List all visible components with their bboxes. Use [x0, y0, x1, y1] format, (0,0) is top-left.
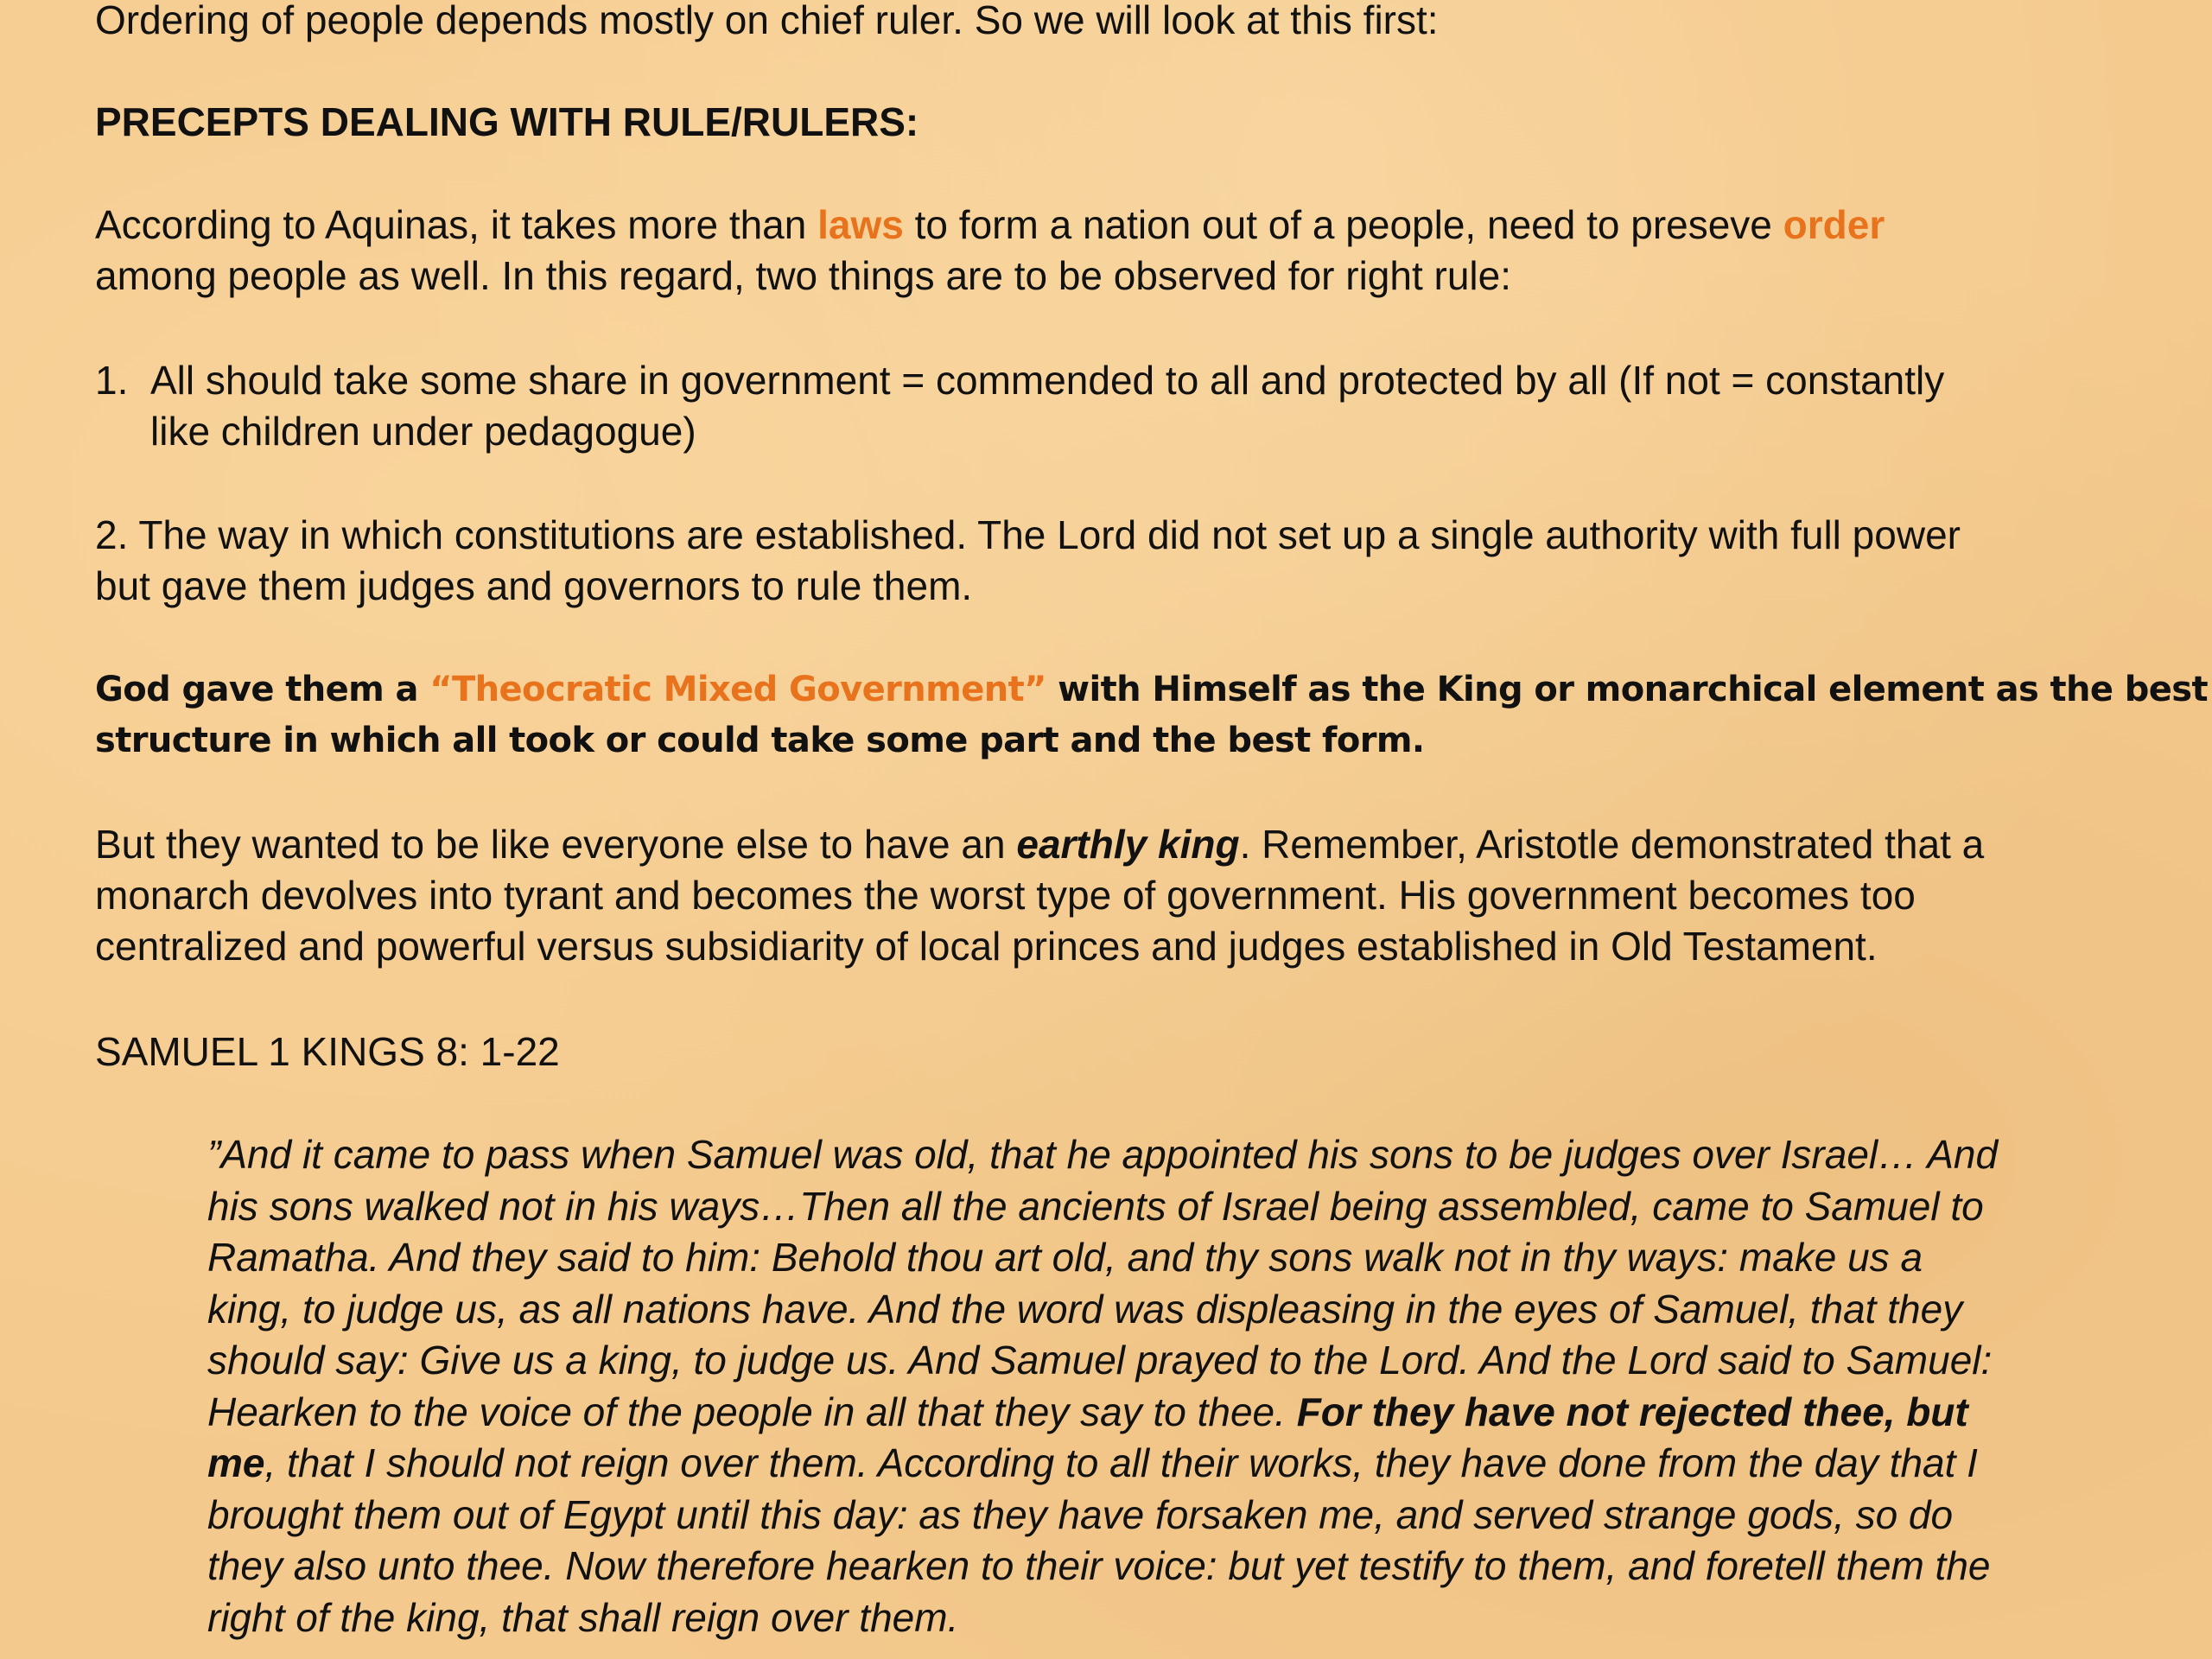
scripture-reference: SAMUEL 1 KINGS 8: 1-22 — [95, 1029, 560, 1074]
theocratic-highlight: “Theocratic Mixed Government” — [429, 670, 1046, 709]
point-1 — [95, 355, 1944, 457]
theocratic-text-b: with Himself as the King or monarchical element as the best — [1046, 670, 2209, 709]
order-highlight: order — [1783, 202, 1885, 247]
point-1-text: All should take some share in government = commended to all and protected by all (If not = constantly — [150, 358, 1945, 403]
quote-line-6 — [207, 1387, 1998, 1439]
theocratic-paragraph — [95, 664, 2208, 766]
aquinas-paragraph — [95, 200, 1885, 302]
quote-line-3: Ramatha. And they said to him: Behold thou art old, and thy sons walk not in thy ways: make us a — [207, 1235, 1923, 1280]
aristotle-line-2: monarch devolves into tyrant and becomes the worst type of government. His government becomes too — [95, 873, 1916, 918]
point-2 — [95, 510, 1961, 612]
aristotle-line-3: centralized and powerful versus subsidiarity of local princes and judges established in Old Testament. — [95, 924, 1878, 969]
aquinas-line-2: among people as well. In this regard, two things are to be observed for right rule: — [95, 253, 1512, 298]
section-heading: PRECEPTS DEALING WITH RULE/RULERS: — [95, 99, 919, 144]
quote-line-10: right of the king, that shall reign over them. — [207, 1594, 959, 1640]
aristotle-line-1 — [95, 819, 1984, 870]
theocratic-line-2: structure in which all took or could take some part and the best form. — [95, 721, 1425, 760]
point-1-number: 1. — [95, 358, 129, 403]
quote-line-7-text: , that I should not reign over them. According to all their works, they have done from the day that I — [264, 1440, 1978, 1485]
aristotle-text-b: . Remember, Aristotle demonstrated that a — [1239, 822, 1985, 867]
quote-line-1: ”And it came to pass when Samuel was old, that he appointed his sons to be judges over Israel… And — [207, 1132, 1999, 1177]
quote-line-2: his sons walked not in his ways…Then all the ancients of Israel being assembled, came to Samuel to — [207, 1183, 1984, 1229]
aquinas-text-b: to form a nation out of a people, need to preseve — [903, 202, 1783, 247]
intro-text: Ordering of people depends mostly on chief ruler. So we will look at this first: — [95, 0, 1439, 42]
quote-line-4: king, to judge us, as all nations have. And the word was displeasing in the eyes of Samuel, that they — [207, 1286, 1963, 1332]
theocratic-line-1 — [95, 664, 2208, 715]
point-1-line-1 — [95, 355, 1944, 406]
quote-line-5: should say: Give us a king, to judge us. And Samuel prayed to the Lord. And the Lord said to Samuel: — [207, 1338, 1993, 1382]
theocratic-text-a: God gave them a — [95, 670, 430, 709]
quote-emphasis-1: For they have not rejected thee, but — [1296, 1389, 1968, 1434]
laws-highlight: laws — [817, 202, 904, 247]
quote-line-6-text: Hearken to the voice of the people in all that they say to thee. — [207, 1389, 1297, 1434]
point-2-line-2: but gave them judges and governors to rule them. — [95, 563, 973, 608]
scripture-quote — [207, 1129, 1998, 1643]
point-1-line-2: like children under pedagogue) — [150, 409, 696, 454]
quote-emphasis-2: me — [207, 1440, 265, 1485]
quote-line-7 — [207, 1438, 1998, 1490]
aristotle-text-a: But they wanted to be like everyone else to have an — [95, 822, 1017, 867]
aquinas-text-a: According to Aquinas, it takes more than — [95, 202, 818, 247]
aquinas-line-1 — [95, 200, 1885, 251]
earthly-king-emphasis: earthly king — [1016, 822, 1240, 867]
quote-line-9: they also unto thee. Now therefore hearken to their voice: but yet testify to them, and foretell them the — [207, 1543, 1991, 1588]
aristotle-paragraph — [95, 819, 1984, 972]
quote-line-8: brought them out of Egypt until this day: as they have forsaken me, and served strange gods, so do — [207, 1491, 1954, 1537]
point-2-line-1: 2. The way in which constitutions are established. The Lord did not set up a single authority with full power — [95, 512, 1961, 557]
